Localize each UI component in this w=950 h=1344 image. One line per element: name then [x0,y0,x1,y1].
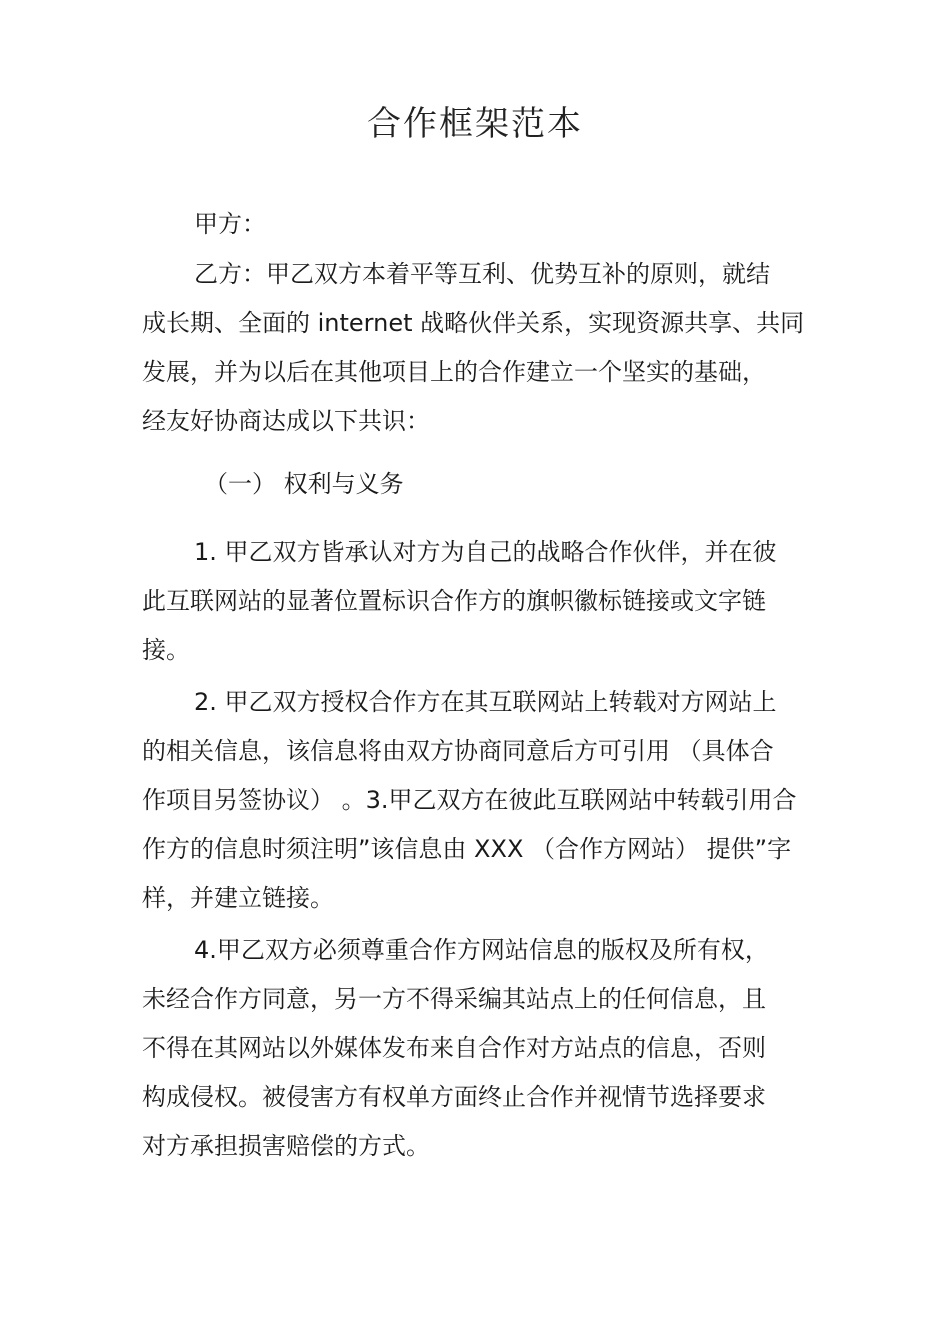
intro-line: 乙方：甲乙双方本着平等互利、优势互补的原则，就结 [194,260,770,288]
clause-line: 的相关信息，该信息将由双方协商同意后方可引用 （具体合 [142,737,774,765]
clause-line: 构成侵权。被侵害方有权单方面终止合作并视情节选择要求 [142,1083,766,1111]
clause-2-paragraph [142,678,822,923]
section-heading: （一） 权利与义务 [204,470,404,498]
clause-line: 样，并建立链接。 [142,884,334,912]
party-a-paragraph [142,200,822,249]
document-title: 合作框架范本 [367,104,583,144]
clause-4-paragraph [142,926,822,1171]
clause-line: 接。 [142,636,190,664]
clause-line: 未经合作方同意，另一方不得采编其站点上的任何信息，且 [142,985,766,1013]
intro-line: 经友好协商达成以下共识： [142,407,430,435]
party-a-label: 甲方： [194,210,266,238]
clause-line: 此互联网站的显著位置标识合作方的旗帜徽标链接或文字链 [142,587,766,615]
clause-line: 1. 甲乙双方皆承认对方为自己的战略合作伙伴，并在彼 [194,538,777,566]
intro-line: 成长期、全面的 internet 战略伙伴关系，实现资源共享、共同 [142,309,805,337]
intro-line: 发展，并为以后在其他项目上的合作建立一个坚实的基础， [142,358,766,386]
clause-line: 不得在其网站以外媒体发布来自合作对方站点的信息，否则 [142,1034,766,1062]
clause-line: 对方承担损害赔偿的方式。 [142,1132,430,1160]
clause-line: 2. 甲乙双方授权合作方在其互联网站上转载对方网站上 [194,688,777,716]
intro-paragraph [142,250,822,446]
clause-line: 作项目另签协议） 。3.甲乙双方在彼此互联网站中转载引用合 [142,786,797,814]
clause-1-paragraph [142,528,822,675]
clause-line: 4.甲乙双方必须尊重合作方网站信息的版权及所有权， [194,936,769,964]
clause-line: 作方的信息时须注明”该信息由 XXX （合作方网站） 提供”字 [142,835,792,863]
